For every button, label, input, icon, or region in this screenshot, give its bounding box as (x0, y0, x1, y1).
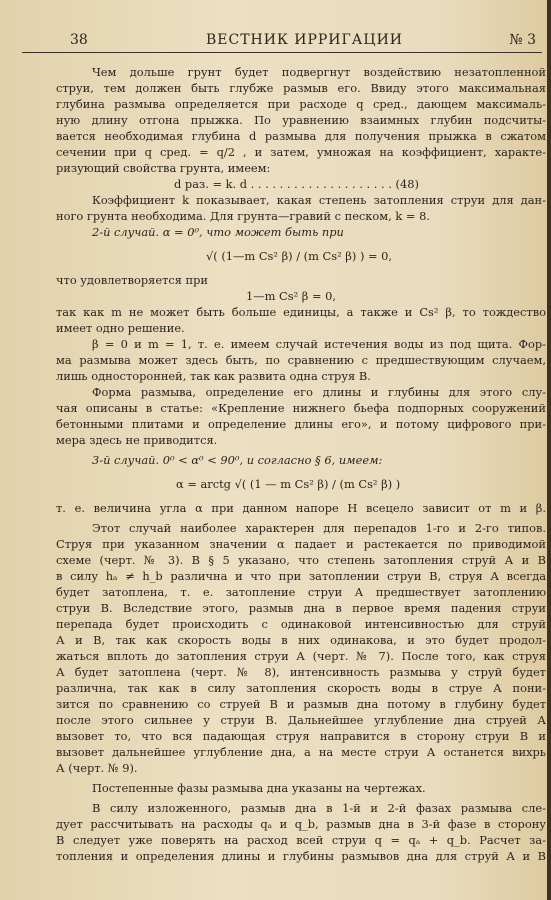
text-line: перепада будет происходить с одинаковой интенсивностью для струй (56, 617, 546, 631)
text-line: сечении при q сред. = q/2 , и затем, умножая на коэффициент, характе- (56, 145, 546, 159)
text-line: Форма размыва, определение его длины и глубины для этого слу- (92, 385, 546, 399)
text-line: струи В. Вследствие этого, размыв дна в первое время падения струи (56, 601, 546, 615)
text-line: схеме (черт. № 3). В § 5 указано, что степень затопления струй А и В (56, 553, 546, 567)
text-line: мера здесь не приводится. (56, 433, 218, 447)
text-line: ма размыва может здесь быть, по сравнению с предшествующим случаем, (56, 353, 546, 367)
text-line: т. е. величина угла α при данном напоре Н всецело зависит от m и β. (56, 501, 546, 515)
text-line: Чем дольше грунт будет подвергнут воздействию незатопленной (92, 65, 546, 79)
text-line: Постепенные фазы размыва дна указаны на чертежах. (92, 781, 426, 795)
text-line: Коэффициент k показывает, какая степень затопления струи для дан- (92, 193, 546, 207)
journal-title: ВЕСТНИК ИРРИГАЦИИ (206, 32, 404, 48)
text-line: бетонными плитами и определение длины его», и потому цифрового при- (56, 417, 546, 431)
text-line: вается необходимая глубина d размыва для получения прыжка в сжатом (56, 129, 546, 143)
radical-formula-1: √( (1—m Cs² β) / (m Cs² β) ) = 0, (206, 249, 393, 263)
text-line: зится по сравнению со струей В и размыв дна потому в глубину будет (56, 697, 546, 711)
text-line: А и В, так как скорость воды в них одинакова, и это будет продол- (56, 633, 546, 647)
text-line: β = 0 и m = 1, т. е. имеем случай истечения воды из под щита. Фор- (92, 337, 546, 351)
text-line: А будет затоплена (черт. № 8), интенсивность размыва у струй будет (56, 665, 546, 679)
text-line: после этого сильнее у струи В. Дальнейшее углубление дна струей А (56, 713, 546, 727)
issue-number: № 3 (509, 32, 536, 48)
text-line: так как m не может быть больше единицы, а также и Cs² β, то тождество (56, 305, 546, 319)
text-line: ного грунта необходима. Для грунта—гравий с песком, k = 8. (56, 209, 430, 223)
text-line: различна, так как в силу затопления скорость воды в струе А пони- (56, 681, 546, 695)
text-line: Струя при указанном значении α падает и растекается по приводимой (56, 537, 546, 551)
page-header (22, 30, 542, 53)
text-line: вызовет дальнейшее углубление дна, а на месте струи А останется вихрь (56, 745, 546, 759)
text-line: струи, тем должен быть глубже размыв его. Ввиду этого максимальная (56, 81, 546, 95)
case-3-heading: 3-й случай. 0⁰ < α⁰ < 90⁰, и согласно § 6, имеем: (92, 453, 383, 467)
case-2-heading: 2-й случай. α = 0⁰, что может быть при (92, 225, 344, 239)
text-line: Этот случай наиболее характерен для перепадов 1-го и 2-го типов. (92, 521, 546, 535)
text-line: А (черт. № 9). (56, 761, 138, 775)
text-line: что удовлетворяется при (56, 273, 209, 287)
text-line: В силу изложенного, размыв дна в 1-й и 2-й фазах размыва сле- (92, 801, 546, 815)
page-number: 38 (70, 32, 88, 48)
text-line: жаться вплоть до затопления струи А (черт. № 7). После того, как струя (56, 649, 546, 663)
body-text (56, 64, 546, 864)
text-line: ризующий свойства грунта, имеем: (56, 161, 271, 175)
text-line: в силу hₐ ≠ h_b различна и что при затоплении струи В, струя А всегда (56, 569, 546, 583)
text-line: имеет одно решение. (56, 321, 185, 335)
text-line: топления и определения длины и глубины размывов дна для струй А и В (56, 849, 546, 863)
page-edge-shadow (547, 0, 551, 900)
text-line: будет затоплена, т. е. затопление струи А предшествует затоплению (56, 585, 546, 599)
text-line: глубина размыва определяется при расходе q сред., дающем максималь- (56, 97, 546, 111)
text-line: В следует уже поверять на расход всей струи q = qₐ + q_b. Расчет за- (56, 833, 546, 847)
radical-formula-2: α = arctg √( (1 — m Cs² β) / (m Cs² β) ) (176, 477, 401, 491)
text-line: лишь односторонней, так как развита одна струя В. (56, 369, 371, 383)
equation-48: d раз. = k. d . . . . . . . . . . . . . . . . . . . . (48) (174, 177, 419, 191)
text-line: ную длину отгона прыжка. По уравнению взаимных глубин подсчиты- (56, 113, 546, 127)
text-line: чая описаны в статье: «Крепление нижнего бьефа подпорных сооружений (56, 401, 546, 415)
text-line: вызовет то, что вся падающая струя направится в сторону струи В и (56, 729, 546, 743)
formula-identity: 1—m Cs² β = 0, (246, 289, 337, 303)
text-line: дует рассчитывать на расходы qₐ и q_b, размыв дна в 3-й фазе в сторону (56, 817, 546, 831)
